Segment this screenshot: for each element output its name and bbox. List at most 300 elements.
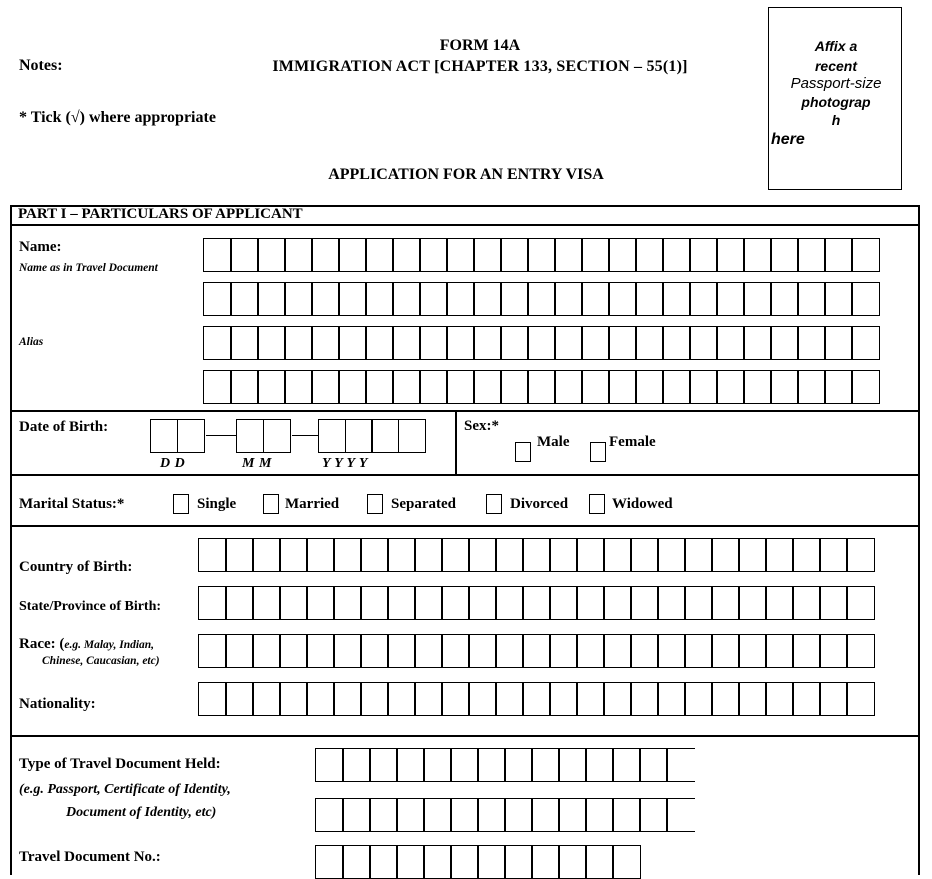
- char-box[interactable]: [792, 586, 821, 620]
- dob-separator: [206, 435, 236, 436]
- nationality-boxes[interactable]: [198, 682, 875, 716]
- char-box[interactable]: [522, 682, 551, 716]
- char-box[interactable]: [257, 238, 286, 272]
- char-box[interactable]: [284, 326, 313, 360]
- char-box[interactable]: [792, 538, 821, 572]
- char-box[interactable]: [558, 748, 587, 782]
- char-box[interactable]: [495, 682, 524, 716]
- char-box[interactable]: [252, 682, 281, 716]
- dob-separator: [292, 435, 318, 436]
- char-box[interactable]: [635, 282, 664, 316]
- char-box[interactable]: [527, 370, 556, 404]
- divider: [10, 224, 920, 226]
- char-box[interactable]: [792, 634, 821, 668]
- sex-male-checkbox[interactable]: [515, 442, 531, 462]
- char-box[interactable]: [477, 798, 506, 832]
- char-box[interactable]: [819, 538, 848, 572]
- char-box[interactable]: [338, 282, 367, 316]
- char-box[interactable]: [392, 326, 421, 360]
- char-box[interactable]: [738, 634, 767, 668]
- char-box[interactable]: [419, 282, 448, 316]
- char-box[interactable]: [360, 634, 389, 668]
- char-box[interactable]: [495, 538, 524, 572]
- name-row-1[interactable]: [203, 238, 880, 272]
- char-box[interactable]: [585, 798, 614, 832]
- divider: [10, 410, 920, 412]
- char-box[interactable]: [315, 748, 344, 782]
- char-box[interactable]: [666, 798, 695, 832]
- char-box[interactable]: [419, 238, 448, 272]
- char-box[interactable]: [419, 370, 448, 404]
- char-box[interactable]: [711, 634, 740, 668]
- char-box[interactable]: [414, 634, 443, 668]
- country-of-birth-label: Country of Birth:: [19, 559, 133, 575]
- char-box[interactable]: [824, 238, 853, 272]
- divider: [10, 525, 920, 527]
- char-box[interactable]: [446, 282, 475, 316]
- char-box[interactable]: [473, 238, 502, 272]
- char-box[interactable]: [738, 538, 767, 572]
- char-box[interactable]: [365, 370, 394, 404]
- char-box[interactable]: [279, 682, 308, 716]
- char-box[interactable]: [824, 282, 853, 316]
- char-box[interactable]: [392, 370, 421, 404]
- char-box[interactable]: [770, 370, 799, 404]
- char-box[interactable]: [369, 845, 398, 879]
- char-box[interactable]: [716, 282, 745, 316]
- char-box[interactable]: [711, 538, 740, 572]
- char-box[interactable]: [360, 586, 389, 620]
- char-box[interactable]: [198, 634, 227, 668]
- char-box[interactable]: [446, 238, 475, 272]
- char-box[interactable]: [603, 634, 632, 668]
- char-box[interactable]: [311, 370, 340, 404]
- char-box[interactable]: [797, 238, 826, 272]
- divider: [455, 411, 457, 474]
- char-box[interactable]: [446, 370, 475, 404]
- char-box[interactable]: [554, 282, 583, 316]
- marital-widowed-label: Widowed: [612, 496, 673, 512]
- char-box[interactable]: [527, 238, 556, 272]
- char-box[interactable]: [554, 238, 583, 272]
- char-box[interactable]: [423, 798, 452, 832]
- name-label: Name:: [19, 239, 62, 255]
- char-box[interactable]: [657, 538, 686, 572]
- tick-instruction: * Tick (√) where appropriate: [19, 109, 216, 126]
- char-box[interactable]: [662, 282, 691, 316]
- char-box[interactable]: [345, 419, 373, 453]
- char-box[interactable]: [371, 419, 399, 453]
- char-box[interactable]: [851, 370, 880, 404]
- travel-doc-no-label: Travel Document No.:: [19, 849, 161, 865]
- char-box[interactable]: [630, 586, 659, 620]
- char-box[interactable]: [365, 238, 394, 272]
- char-box[interactable]: [581, 238, 610, 272]
- char-box[interactable]: [765, 634, 794, 668]
- char-box[interactable]: [770, 282, 799, 316]
- char-box[interactable]: [468, 634, 497, 668]
- sex-female-checkbox[interactable]: [590, 442, 606, 462]
- char-box[interactable]: [333, 538, 362, 572]
- char-box[interactable]: [203, 370, 232, 404]
- char-box[interactable]: [284, 238, 313, 272]
- char-box[interactable]: [450, 798, 479, 832]
- char-box[interactable]: [284, 282, 313, 316]
- char-box[interactable]: [797, 326, 826, 360]
- char-box[interactable]: [387, 538, 416, 572]
- char-box[interactable]: [333, 586, 362, 620]
- char-box[interactable]: [738, 682, 767, 716]
- char-box[interactable]: [257, 370, 286, 404]
- char-box[interactable]: [549, 538, 578, 572]
- char-box[interactable]: [225, 682, 254, 716]
- char-box[interactable]: [689, 370, 718, 404]
- dob-day-boxes[interactable]: [150, 419, 205, 453]
- state-of-birth-boxes[interactable]: [198, 586, 875, 620]
- travel-doc-type-label: Type of Travel Document Held:: [19, 756, 221, 772]
- char-box[interactable]: [198, 538, 227, 572]
- divider: [10, 735, 920, 737]
- marital-married-checkbox[interactable]: [263, 494, 279, 514]
- char-box[interactable]: [504, 798, 533, 832]
- char-box[interactable]: [770, 326, 799, 360]
- char-box[interactable]: [252, 586, 281, 620]
- char-box[interactable]: [504, 748, 533, 782]
- char-box[interactable]: [689, 326, 718, 360]
- char-box[interactable]: [522, 538, 551, 572]
- char-box[interactable]: [612, 748, 641, 782]
- char-box[interactable]: [657, 634, 686, 668]
- char-box[interactable]: [500, 282, 529, 316]
- char-box[interactable]: [797, 282, 826, 316]
- char-box[interactable]: [392, 238, 421, 272]
- char-box[interactable]: [423, 845, 452, 879]
- char-box[interactable]: [279, 538, 308, 572]
- char-box[interactable]: [576, 538, 605, 572]
- char-box[interactable]: [630, 538, 659, 572]
- dob-year-boxes[interactable]: [318, 419, 426, 453]
- form-title: APPLICATION FOR AN ENTRY VISA: [328, 166, 604, 183]
- char-box[interactable]: [338, 326, 367, 360]
- travel-doc-type-example-2: Document of Identity, etc): [66, 805, 217, 820]
- dob-month-hint: M M: [242, 456, 272, 471]
- char-box[interactable]: [369, 798, 398, 832]
- char-box[interactable]: [846, 634, 875, 668]
- char-box[interactable]: [398, 419, 426, 453]
- char-box[interactable]: [558, 798, 587, 832]
- char-box[interactable]: [603, 586, 632, 620]
- char-box[interactable]: [711, 586, 740, 620]
- char-box[interactable]: [657, 682, 686, 716]
- char-box[interactable]: [531, 748, 560, 782]
- marital-single-checkbox[interactable]: [173, 494, 189, 514]
- char-box[interactable]: [468, 586, 497, 620]
- char-box[interactable]: [684, 586, 713, 620]
- char-box[interactable]: [689, 238, 718, 272]
- char-box[interactable]: [263, 419, 291, 453]
- char-box[interactable]: [396, 748, 425, 782]
- char-box[interactable]: [576, 682, 605, 716]
- char-box[interactable]: [473, 282, 502, 316]
- char-box[interactable]: [504, 845, 533, 879]
- char-box[interactable]: [500, 326, 529, 360]
- char-box[interactable]: [765, 538, 794, 572]
- alias-label: Alias: [19, 336, 44, 348]
- char-box[interactable]: [797, 370, 826, 404]
- char-box[interactable]: [608, 238, 637, 272]
- char-box[interactable]: [684, 682, 713, 716]
- name-row-2[interactable]: [203, 282, 880, 316]
- char-box[interactable]: [450, 748, 479, 782]
- char-box[interactable]: [414, 682, 443, 716]
- marital-separated-label: Separated: [391, 496, 456, 512]
- char-box[interactable]: [716, 326, 745, 360]
- char-box[interactable]: [257, 282, 286, 316]
- char-box[interactable]: [662, 326, 691, 360]
- char-box[interactable]: [824, 370, 853, 404]
- char-box[interactable]: [527, 326, 556, 360]
- char-box[interactable]: [225, 634, 254, 668]
- char-box[interactable]: [558, 845, 587, 879]
- char-box[interactable]: [819, 682, 848, 716]
- char-box[interactable]: [522, 586, 551, 620]
- char-box[interactable]: [441, 538, 470, 572]
- char-box[interactable]: [333, 634, 362, 668]
- char-box[interactable]: [473, 326, 502, 360]
- char-box[interactable]: [342, 748, 371, 782]
- char-box[interactable]: [414, 586, 443, 620]
- char-box[interactable]: [846, 586, 875, 620]
- char-box[interactable]: [716, 370, 745, 404]
- char-box[interactable]: [225, 586, 254, 620]
- char-box[interactable]: [477, 748, 506, 782]
- char-box[interactable]: [522, 634, 551, 668]
- char-box[interactable]: [765, 586, 794, 620]
- char-box[interactable]: [684, 634, 713, 668]
- char-box[interactable]: [581, 370, 610, 404]
- char-box[interactable]: [495, 586, 524, 620]
- char-box[interactable]: [387, 682, 416, 716]
- char-box[interactable]: [315, 845, 344, 879]
- country-of-birth-boxes[interactable]: [198, 538, 875, 572]
- char-box[interactable]: [639, 748, 668, 782]
- char-box[interactable]: [846, 538, 875, 572]
- char-box[interactable]: [635, 238, 664, 272]
- char-box[interactable]: [743, 326, 772, 360]
- char-box[interactable]: [851, 282, 880, 316]
- char-box[interactable]: [396, 798, 425, 832]
- char-box[interactable]: [630, 682, 659, 716]
- char-box[interactable]: [315, 798, 344, 832]
- char-box[interactable]: [284, 370, 313, 404]
- char-box[interactable]: [441, 586, 470, 620]
- travel-doc-type-boxes-2[interactable]: [315, 798, 695, 832]
- marital-separated-checkbox[interactable]: [367, 494, 383, 514]
- char-box[interactable]: [495, 634, 524, 668]
- char-box[interactable]: [738, 586, 767, 620]
- char-box[interactable]: [198, 682, 227, 716]
- char-box[interactable]: [500, 238, 529, 272]
- char-box[interactable]: [608, 326, 637, 360]
- char-box[interactable]: [423, 748, 452, 782]
- char-box[interactable]: [311, 238, 340, 272]
- travel-doc-no-boxes[interactable]: [315, 845, 641, 879]
- race-boxes[interactable]: [198, 634, 875, 668]
- char-box[interactable]: [662, 370, 691, 404]
- char-box[interactable]: [657, 586, 686, 620]
- char-box[interactable]: [441, 682, 470, 716]
- char-box[interactable]: [585, 748, 614, 782]
- char-box[interactable]: [689, 282, 718, 316]
- char-box[interactable]: [333, 682, 362, 716]
- char-box[interactable]: [338, 238, 367, 272]
- char-box[interactable]: [576, 586, 605, 620]
- marital-divorced-label: Divorced: [510, 496, 569, 512]
- char-box[interactable]: [318, 419, 346, 453]
- char-box[interactable]: [603, 538, 632, 572]
- char-box[interactable]: [387, 586, 416, 620]
- char-box[interactable]: [531, 845, 560, 879]
- char-box[interactable]: [666, 748, 695, 782]
- char-box[interactable]: [306, 586, 335, 620]
- char-box[interactable]: [387, 634, 416, 668]
- char-box[interactable]: [549, 586, 578, 620]
- char-box[interactable]: [311, 326, 340, 360]
- char-box[interactable]: [230, 326, 259, 360]
- char-box[interactable]: [500, 370, 529, 404]
- char-box[interactable]: [230, 370, 259, 404]
- char-box[interactable]: [369, 748, 398, 782]
- char-box[interactable]: [608, 370, 637, 404]
- char-box[interactable]: [177, 419, 205, 453]
- char-box[interactable]: [342, 798, 371, 832]
- char-box[interactable]: [203, 282, 232, 316]
- char-box[interactable]: [612, 798, 641, 832]
- marital-single-label: Single: [197, 496, 237, 512]
- char-box[interactable]: [441, 634, 470, 668]
- char-box[interactable]: [819, 586, 848, 620]
- char-box[interactable]: [581, 282, 610, 316]
- char-box[interactable]: [198, 586, 227, 620]
- char-box[interactable]: [396, 845, 425, 879]
- char-box[interactable]: [630, 634, 659, 668]
- char-box[interactable]: [203, 326, 232, 360]
- char-box[interactable]: [450, 845, 479, 879]
- char-box[interactable]: [662, 238, 691, 272]
- char-box[interactable]: [554, 370, 583, 404]
- char-box[interactable]: [635, 326, 664, 360]
- char-box[interactable]: [639, 798, 668, 832]
- char-box[interactable]: [252, 634, 281, 668]
- char-box[interactable]: [360, 682, 389, 716]
- char-box[interactable]: [306, 634, 335, 668]
- char-box[interactable]: [311, 282, 340, 316]
- char-box[interactable]: [473, 370, 502, 404]
- char-box[interactable]: [792, 682, 821, 716]
- char-box[interactable]: [414, 538, 443, 572]
- sex-male-label: Male: [537, 434, 570, 450]
- char-box[interactable]: [225, 538, 254, 572]
- char-box[interactable]: [252, 538, 281, 572]
- photo-text-line: Affix a: [814, 38, 858, 54]
- char-box[interactable]: [635, 370, 664, 404]
- char-box[interactable]: [468, 538, 497, 572]
- name-sublabel: Name as in Travel Document: [19, 262, 158, 274]
- marital-divorced-checkbox[interactable]: [486, 494, 502, 514]
- char-box[interactable]: [279, 634, 308, 668]
- char-box[interactable]: [531, 798, 560, 832]
- char-box[interactable]: [360, 538, 389, 572]
- char-box[interactable]: [851, 326, 880, 360]
- char-box[interactable]: [846, 682, 875, 716]
- race-example-2: Chinese, Caucasian, etc): [42, 655, 160, 667]
- char-box[interactable]: [419, 326, 448, 360]
- char-box[interactable]: [477, 845, 506, 879]
- char-box[interactable]: [581, 326, 610, 360]
- char-box[interactable]: [684, 538, 713, 572]
- char-box[interactable]: [279, 586, 308, 620]
- char-box[interactable]: [365, 282, 394, 316]
- char-box[interactable]: [819, 634, 848, 668]
- char-box[interactable]: [203, 238, 232, 272]
- char-box[interactable]: [612, 845, 641, 879]
- char-box[interactable]: [230, 238, 259, 272]
- char-box[interactable]: [468, 682, 497, 716]
- char-box[interactable]: [716, 238, 745, 272]
- char-box[interactable]: [576, 634, 605, 668]
- char-box[interactable]: [824, 326, 853, 360]
- alias-row-2[interactable]: [203, 370, 880, 404]
- char-box[interactable]: [608, 282, 637, 316]
- act-reference: IMMIGRATION ACT [CHAPTER 133, SECTION – 55(1)]: [272, 58, 688, 75]
- alias-row-1[interactable]: [203, 326, 880, 360]
- marital-widowed-checkbox[interactable]: [589, 494, 605, 514]
- char-box[interactable]: [236, 419, 264, 453]
- char-box[interactable]: [549, 634, 578, 668]
- char-box[interactable]: [585, 845, 614, 879]
- char-box[interactable]: [257, 326, 286, 360]
- sex-female-label: Female: [609, 434, 656, 450]
- dob-month-boxes[interactable]: [236, 419, 291, 453]
- char-box[interactable]: [306, 682, 335, 716]
- char-box[interactable]: [554, 326, 583, 360]
- char-box[interactable]: [743, 282, 772, 316]
- char-box[interactable]: [770, 238, 799, 272]
- char-box[interactable]: [446, 326, 475, 360]
- divider: [10, 474, 920, 476]
- char-box[interactable]: [765, 682, 794, 716]
- char-box[interactable]: [392, 282, 421, 316]
- char-box[interactable]: [603, 682, 632, 716]
- char-box[interactable]: [549, 682, 578, 716]
- char-box[interactable]: [851, 238, 880, 272]
- char-box[interactable]: [342, 845, 371, 879]
- char-box[interactable]: [743, 370, 772, 404]
- char-box[interactable]: [365, 326, 394, 360]
- char-box[interactable]: [338, 370, 367, 404]
- char-box[interactable]: [150, 419, 178, 453]
- char-box[interactable]: [711, 682, 740, 716]
- photo-text-line: here: [771, 131, 805, 148]
- char-box[interactable]: [306, 538, 335, 572]
- char-box[interactable]: [527, 282, 556, 316]
- char-box[interactable]: [743, 238, 772, 272]
- photo-box[interactable]: [768, 7, 902, 190]
- marital-status-label: Marital Status:*: [19, 496, 125, 512]
- travel-doc-type-boxes-1[interactable]: [315, 748, 695, 782]
- dob-label: Date of Birth:: [19, 419, 109, 435]
- char-box[interactable]: [230, 282, 259, 316]
